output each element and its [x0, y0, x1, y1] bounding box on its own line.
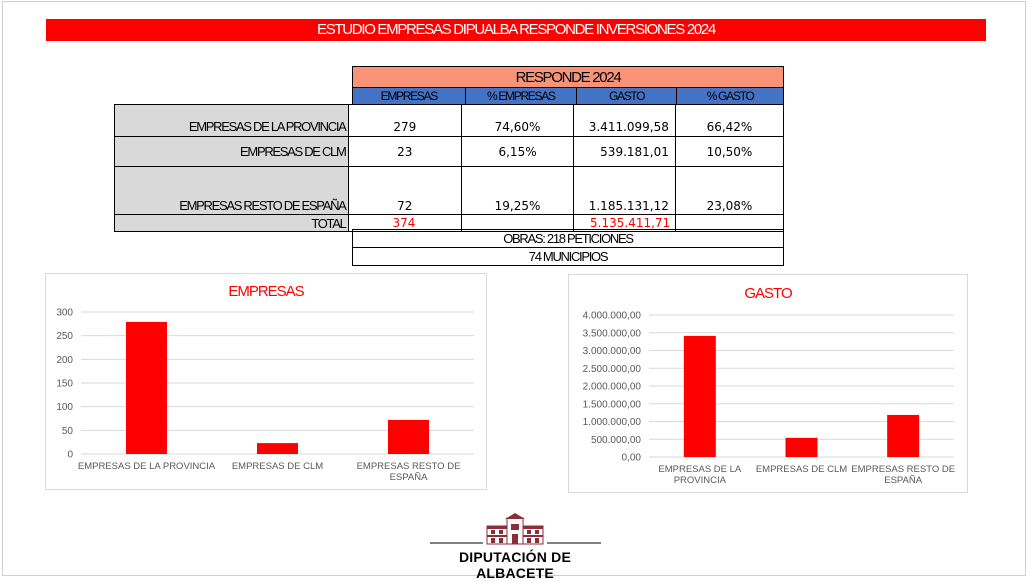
total-gasto: 5.135.411,71 — [574, 215, 676, 232]
chart-empresas-svg — [46, 274, 486, 489]
y-tick-label: 2.000.000,00 — [582, 381, 641, 393]
cell-pct-gasto: 10,50% — [675, 137, 783, 167]
chart-gasto — [568, 274, 968, 493]
x-tick-label: PROVINCIA — [673, 475, 726, 486]
y-tick-label: 50 — [61, 425, 73, 437]
table-row — [115, 167, 784, 215]
footer-obras: OBRAS: 218 PETICIONES — [353, 230, 784, 248]
row-label: EMPRESAS RESTO DE ESPAÑA — [115, 167, 349, 215]
col-header-empresas: EMPRESAS — [353, 88, 466, 105]
cell-pct-gasto: 66,42% — [675, 105, 783, 137]
table-row — [115, 105, 784, 137]
y-tick-label: 500.000,00 — [590, 434, 641, 446]
bar — [388, 420, 429, 454]
chart-title: GASTO — [744, 285, 792, 302]
y-tick-label: 1.000.000,00 — [582, 417, 641, 428]
summary-table — [114, 104, 784, 232]
cell-pct-gasto: 23,08% — [675, 167, 783, 215]
bar — [887, 415, 919, 457]
building-emblem-icon — [425, 512, 605, 548]
y-tick-label: 100 — [56, 402, 73, 414]
y-tick-label: 3.000.000,00 — [582, 346, 641, 357]
bar — [684, 336, 716, 457]
cell-empresas: 279 — [348, 105, 462, 137]
cell-pct-empresas: 6,15% — [462, 137, 574, 167]
y-tick-label: 200 — [56, 354, 73, 366]
cell-pct-empresas: 74,60% — [462, 105, 574, 137]
x-tick-label: EMPRESAS DE CLM — [231, 461, 324, 472]
table-row — [115, 137, 784, 167]
bar — [257, 443, 298, 454]
row-label: EMPRESAS DE CLM — [115, 137, 349, 167]
total-label: TOTAL — [115, 215, 349, 232]
cell-gasto: 1.185.131,12 — [574, 167, 676, 215]
y-tick-label: 1.500.000,00 — [582, 399, 641, 411]
organization-name: DIPUTACIÓN DE ALBACETE — [458, 549, 571, 581]
x-tick-label: EMPRESAS RESTO DE — [851, 464, 956, 475]
page-title: ESTUDIO EMPRESAS DIPUALBA RESPONDE INVERSIONES 2024 — [46, 19, 986, 41]
y-tick-label: 0,00 — [621, 452, 641, 464]
cell-empresas: 72 — [348, 167, 462, 215]
col-header-gasto: GASTO — [577, 88, 677, 105]
col-header-pct-gasto: % GASTO — [677, 88, 784, 105]
table-footer — [352, 229, 784, 266]
row-label: EMPRESAS DE LA PROVINCIA — [115, 105, 349, 137]
table-title: RESPONDE 2024 — [353, 67, 784, 88]
bar — [786, 438, 818, 457]
x-tick-label: ESPAÑA — [884, 475, 923, 486]
y-tick-label: 0 — [67, 449, 73, 461]
x-tick-label: EMPRESAS RESTO DE — [356, 461, 461, 472]
chart-empresas — [45, 273, 487, 490]
chart-title: EMPRESAS — [228, 283, 304, 300]
chart-gasto-svg — [569, 275, 967, 492]
y-tick-label: 250 — [56, 331, 73, 343]
cell-gasto: 3.411.099,58 — [574, 105, 676, 137]
col-header-pct-empresas: % EMPRESAS — [465, 88, 577, 105]
x-tick-label: ESPAÑA — [389, 472, 428, 483]
x-tick-label: EMPRESAS DE LA — [658, 464, 742, 475]
logo — [425, 512, 605, 581]
x-tick-label: EMPRESAS DE LA PROVINCIA — [77, 461, 216, 472]
cell-gasto: 539.181,01 — [574, 137, 676, 167]
summary-table-header — [352, 66, 784, 105]
cell-empresas: 23 — [348, 137, 462, 167]
y-tick-label: 300 — [56, 307, 73, 319]
total-empresas: 374 — [348, 215, 462, 232]
bar — [126, 322, 167, 454]
cell-pct-empresas: 19,25% — [462, 167, 574, 215]
y-tick-label: 3.500.000,00 — [582, 328, 641, 340]
x-tick-label: EMPRESAS DE CLM — [755, 464, 848, 475]
y-tick-label: 150 — [56, 378, 73, 390]
y-tick-label: 4.000.000,00 — [582, 310, 641, 322]
y-tick-label: 2.500.000,00 — [582, 363, 641, 375]
footer-municipios: 74 MUNICIPIOS — [353, 248, 784, 266]
